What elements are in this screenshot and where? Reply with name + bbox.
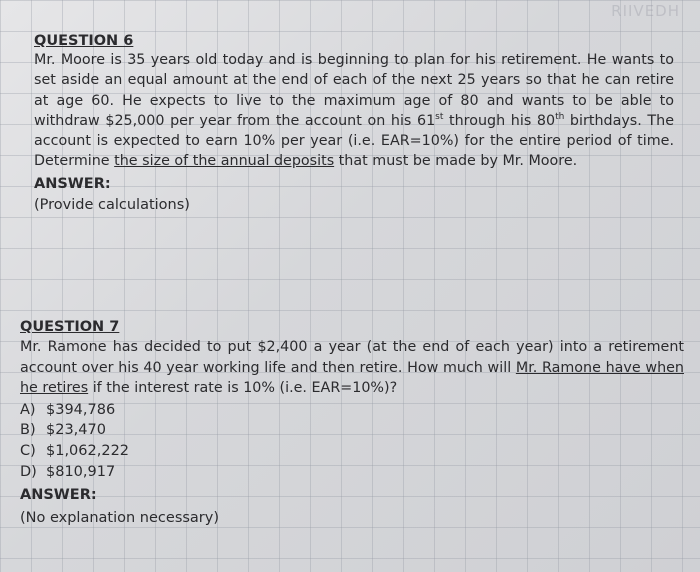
question-7-text [20, 337, 684, 399]
question-6-text-a: Mr. Moore is 35 years old today and is beginning to plan for his retirement. He wants to set aside an equal amount at the end of each of the next 25 years so that he can retire at age 60. He expects to live to the maximum age of 80 and wants to be able to withdraw $25,000 per year from the account on his 61 [34, 52, 674, 129]
question-6 [34, 32, 674, 215]
question-7-underlined: Mr. Ramone have when he retires [20, 359, 684, 396]
option-value: $394,786 [46, 401, 116, 418]
option-d[interactable] [20, 462, 684, 483]
question-7-options [20, 400, 684, 483]
question-7-answer-hint: (No explanation necessary) [20, 509, 220, 526]
question-6-answer-label: ANSWER: [34, 175, 111, 192]
question-6-text-c: birthdays. The account is expected to earn 10% per year (i.e. EAR=10%) for the entire period of time. Determine [34, 112, 675, 170]
ordinal-th: th [555, 112, 565, 123]
question-7-text-b: if the interest rate is 10% (i.e. EAR=10%)? [88, 380, 398, 396]
option-label: B) [20, 422, 36, 439]
question-6-text [34, 50, 674, 172]
option-c[interactable] [20, 441, 684, 462]
question-6-underlined: the size of the annual deposits [114, 153, 335, 170]
question-7-answer-label: ANSWER: [20, 486, 97, 503]
option-a[interactable] [20, 400, 684, 421]
question-6-answer-hint: (Provide calculations) [34, 196, 190, 213]
option-label: A) [20, 401, 36, 418]
option-value: $23,470 [46, 422, 106, 439]
option-value: $1,062,222 [46, 443, 130, 460]
question-6-text-d: that must be made by Mr. Moore. [334, 153, 578, 170]
question-6-text-b: through his 80 [443, 112, 556, 129]
question-7 [20, 318, 684, 528]
ordinal-st: st [435, 112, 444, 123]
option-label: D) [20, 463, 37, 480]
option-b[interactable] [20, 420, 684, 441]
question-7-text-a: Mr. Ramone has decided to put $2,400 a year (at the end of each year) into a retirement account over his 40 year working life and then retire. How much will [20, 339, 684, 376]
question-7-heading: QUESTION 7 [20, 319, 120, 335]
question-6-heading: QUESTION 6 [34, 33, 134, 49]
option-label: C) [20, 443, 36, 460]
watermark: RIIVEDH [611, 2, 680, 20]
option-value: $810,917 [46, 463, 116, 480]
